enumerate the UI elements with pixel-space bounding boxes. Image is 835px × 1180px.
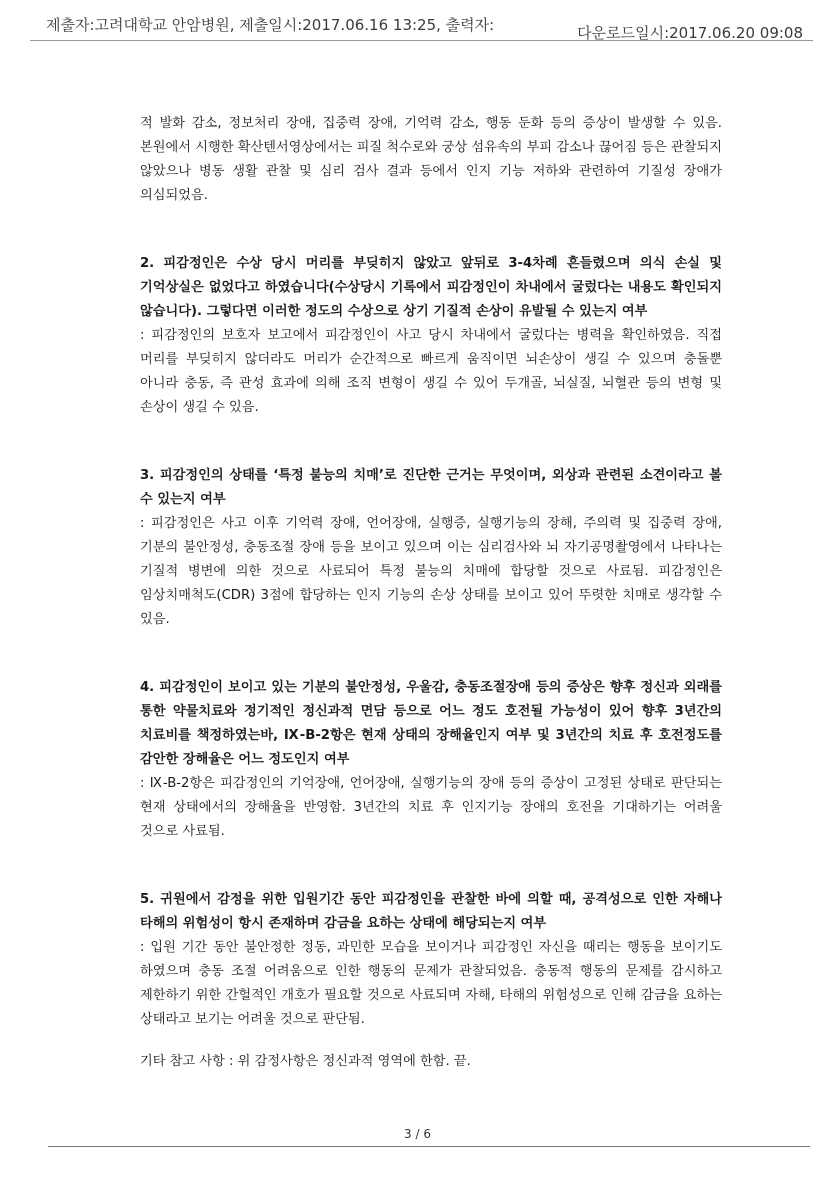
section-4: [140, 676, 722, 844]
footer-divider: [48, 1146, 810, 1147]
closing-note: 기타 참고 사항 : 위 감정사항은 정신과적 영역에 한함. 끝.: [140, 1054, 471, 1069]
section-2: [140, 252, 722, 420]
document-body: [140, 112, 722, 1074]
submission-info: 제출자:고려대학교 안암병원, 제출일시:2017.06.16 13:25, 출력자:: [46, 16, 495, 34]
section-5-question: 5. 귀원에서 감정을 위한 입원기간 동안 피감정인을 관찰한 바에 의할 때, 공격성으로 인한 자해나 타해의 위험성이 항시 존재하며 감금을 요하는 상태에 해당되는지 여부: [140, 892, 722, 931]
section-5: [140, 888, 722, 1032]
fax-header: [30, 10, 813, 41]
section-2-answer: : 피감정인의 보호자 보고에서 피감정인이 사고 당시 차내에서 굴렀다는 병력을 확인하였음. 직접 머리를 부딪히지 않더라도 머리가 순간적으로 빠르게 움직이면 뇌손상이 생길 수 있으며 충돌뿐 아니라 충동, 즉 관성 효과에 의해 조직 변형이 생길 수 있어 두개골, 뇌실질, 뇌혈관 등의 변형 및 손상이 생길 수 있음.: [140, 328, 722, 415]
download-info: 다운로드일시:2017.06.20 09:08: [577, 24, 803, 42]
section-2-question: 2. 피감정인은 수상 당시 머리를 부딪히지 않았고 앞뒤로 3-4차례 흔들렸으며 의식 손실 및 기억상실은 없었다고 하였습니다(수상당시 기록에서 피감정인이 차내에서 굴렀다는 내용도 확인되지 않습니다). 그렇다면 이러한 정도의 수상으로 상기 기질적 손상이 유발될 수 있는지 여부: [140, 256, 722, 319]
section-5-answer: : 입원 기간 동안 불안정한 정동, 과민한 모습을 보이거나 피감정인 자신을 때리는 행동을 보이기도 하였으며 충동 조절 어려움으로 인한 행동의 문제가 관찰되었음. 충동적 행동의 문제를 감시하고 제한하기 위한 간헐적인 개호가 필요할 것으로 사료되며 자해, 타해의 위험성으로 인해 감금을 요하는 상태라고 보기는 어려울 것으로 판단됨.: [140, 940, 722, 1027]
section-4-answer: : Ⅸ-B-2항은 피감정인의 기억장애, 언어장애, 실행기능의 장애 등의 증상이 고정된 상태로 판단되는 현재 상태에서의 장해율을 반영함. 3년간의 치료 후 인지기능 장애의 호전을 기대하기는 어려울 것으로 사료됨.: [140, 776, 722, 839]
section-4-question: 4. 피감정인이 보이고 있는 기분의 불안정성, 우울감, 충동조절장애 등의 증상은 향후 정신과 외래를 통한 약물치료와 정기적인 정신과적 면담 등으로 어느 정도 호전될 가능성이 있어 향후 3년간의 치료비를 책정하였는바, Ⅸ-B-2항은 현재 상태의 장해율인지 여부 및 3년간의 치료 후 호전정도를 감안한 장해율은 어느 정도인지 여부: [140, 680, 722, 767]
section-3-question: 3. 피감정인의 상태를 ‘특정 불능의 치매’로 진단한 근거는 무엇이며, 외상과 관련된 소견이라고 볼 수 있는지 여부: [140, 468, 722, 507]
page-number: 3 / 6: [404, 1127, 431, 1141]
section-3: [140, 464, 722, 632]
section-3-answer: : 피감정인은 사고 이후 기억력 장애, 언어장애, 실행증, 실행기능의 장해, 주의력 및 집중력 장애, 기분의 불안정성, 충동조절 장애 등을 보이고 있으며 이는 심리검사와 뇌 자기공명촬영에서 나타나는 기질적 병변에 의한 것으로 사료되어 특정 불능의 치매에 합당할 것으로 사료됨. 피감정인은 임상치매척도(CDR) 3점에 합당하는 인지 기능의 손상 상태를 보이고 있어 뚜렷한 치매로 생각할 수 있음.: [140, 516, 722, 627]
intro-paragraph: 적 발화 감소, 정보처리 장애, 집중력 장애, 기억력 감소, 행동 둔화 등의 증상이 발생할 수 있음. 본원에서 시행한 확산텐서영상에서는 피질 척수로와 궁상 섬유속의 부피 감소나 끊어짐 등은 관찰되지 않았으나 병동 생활 관찰 및 심리 검사 결과 등에서 인지 기능 저하와 관련하여 기질성 장애가 의심되었음.: [140, 116, 722, 203]
